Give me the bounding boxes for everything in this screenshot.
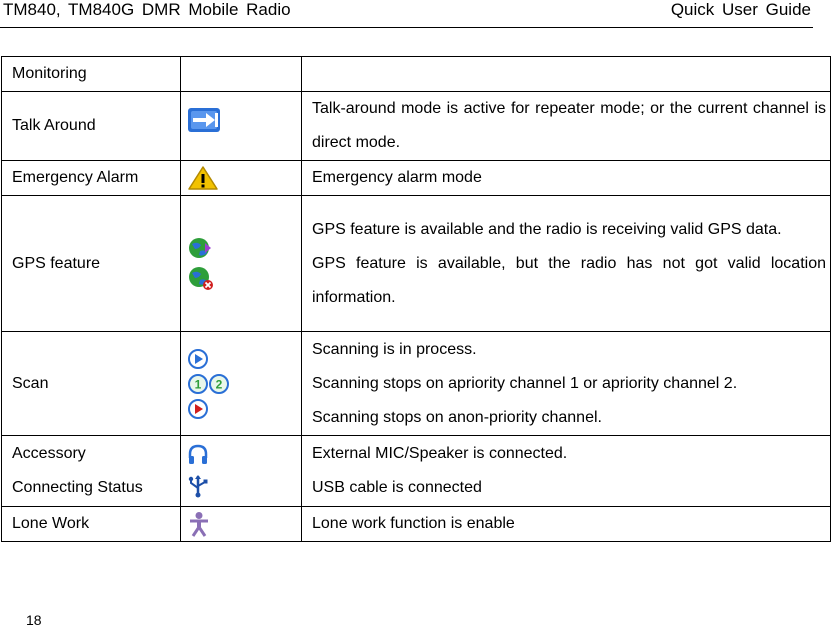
description-line: GPS feature is available and the radio is receiving valid GPS data. — [312, 220, 782, 238]
description-line: Scanning stops on apriority channel 1 or apriority channel 2. — [312, 374, 738, 392]
table-row — [2, 196, 831, 332]
description-line: Emergency alarm mode — [312, 169, 482, 186]
icon-cell — [181, 92, 302, 161]
talk-around-arrow-icon — [187, 107, 221, 133]
feature-name-line: Connecting Status — [12, 479, 143, 496]
table-row — [2, 57, 831, 92]
feature-name: Lone Work — [2, 507, 181, 542]
table-row — [2, 92, 831, 161]
svg-text:2: 2 — [215, 377, 223, 391]
feature-name: Talk Around — [2, 92, 181, 161]
icon-cell — [181, 57, 302, 92]
feature-description — [302, 92, 831, 161]
document-title: TM840, TM840G DMR Mobile Radio — [3, 0, 291, 19]
description-line: Scanning is in process. — [312, 340, 477, 358]
status-icon-table — [1, 56, 831, 542]
page-number: 18 — [26, 612, 42, 628]
page-header — [0, 0, 813, 28]
feature-name: GPS feature — [2, 196, 181, 332]
description-line: Lone work function is enable — [312, 515, 515, 532]
guide-title: Quick User Guide — [670, 0, 811, 19]
description-line: USB cable is connected — [312, 479, 482, 496]
feature-description — [302, 57, 831, 92]
feature-description — [302, 196, 831, 332]
icon-cell — [181, 507, 302, 542]
scan-priority-1-2-icon — [187, 373, 301, 395]
icon-cell — [181, 332, 302, 436]
warning-triangle-icon — [187, 165, 219, 191]
svg-text:1: 1 — [194, 377, 202, 391]
description-line: Talk-around mode is active for repeater mode; or the current channel is direct mode. — [312, 100, 826, 151]
scan-play-icon — [187, 348, 301, 370]
scan-non-priority-icon — [187, 398, 301, 420]
feature-description — [302, 332, 831, 436]
icon-cell — [181, 161, 302, 196]
headset-icon — [187, 444, 301, 466]
lone-worker-icon — [187, 511, 211, 537]
feature-description — [302, 161, 831, 196]
gps-invalid-icon — [187, 264, 301, 292]
icon-cell — [181, 436, 302, 507]
usb-icon — [187, 474, 301, 498]
feature-name — [2, 436, 181, 507]
gps-valid-icon — [187, 235, 301, 261]
table-row — [2, 332, 831, 436]
feature-name: Scan — [2, 332, 181, 436]
feature-description — [302, 507, 831, 542]
icon-cell — [181, 196, 302, 332]
feature-name-line: Accessory — [12, 445, 86, 462]
table-row — [2, 436, 831, 507]
description-line: GPS feature is available, but the radio has not got valid location information. — [312, 254, 826, 306]
table-row — [2, 161, 831, 196]
table-row — [2, 507, 831, 542]
feature-name: Monitoring — [2, 57, 181, 92]
feature-description — [302, 436, 831, 507]
feature-name: Emergency Alarm — [2, 161, 181, 196]
description-line: Scanning stops on anon-priority channel. — [312, 408, 602, 426]
description-line: External MIC/Speaker is connected. — [312, 445, 568, 462]
